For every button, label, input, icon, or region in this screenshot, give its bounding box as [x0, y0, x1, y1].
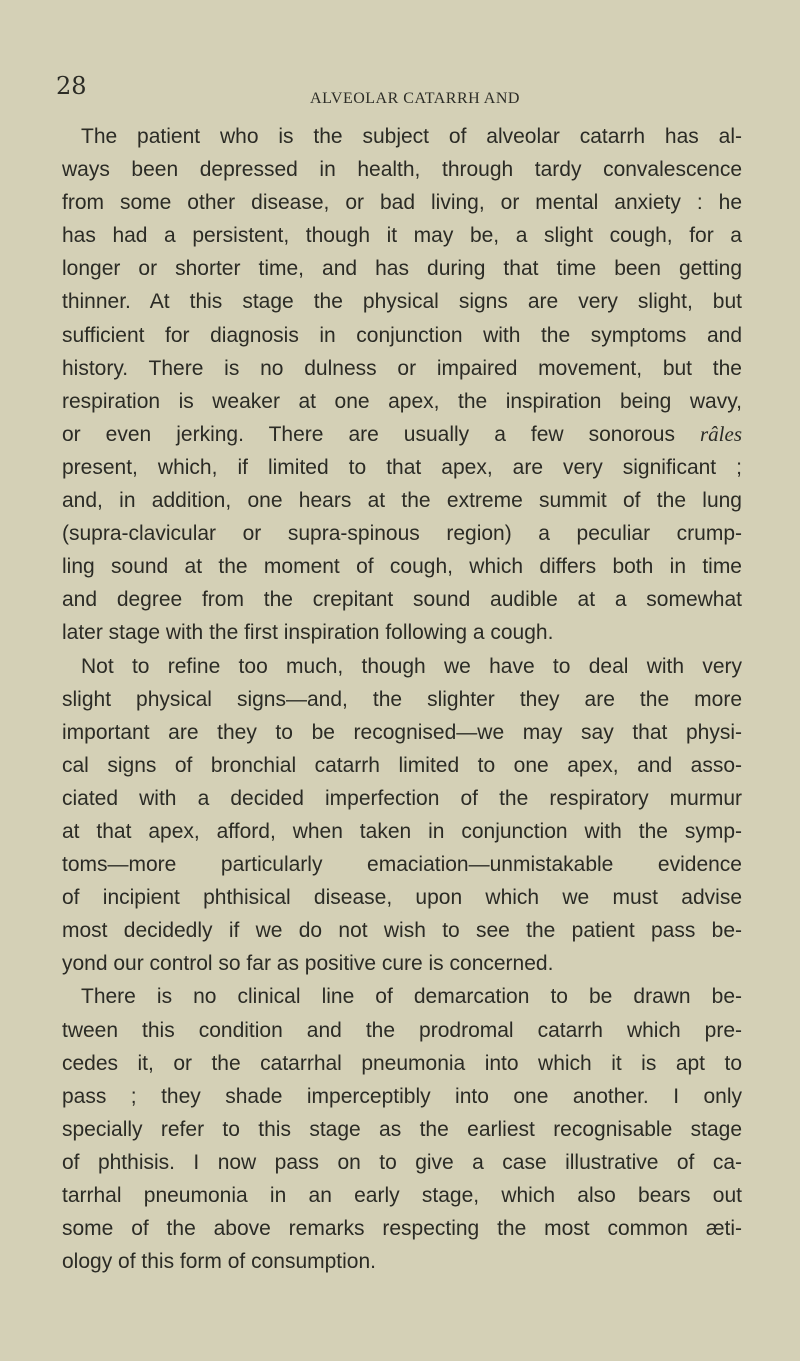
text-line: There is no clinical line of demarcation to be drawn be- [81, 985, 742, 1009]
text-line: of phthisis. I now pass on to give a case illustrative of ca- [62, 1150, 742, 1174]
text-line: ling sound at the moment of cough, which differs both in time [62, 555, 742, 579]
text-line: pass ; they shade imperceptibly into one another. I only [62, 1084, 742, 1108]
text-line: Not to refine too much, though we have to deal with very [81, 654, 742, 678]
text-line: some of the above remarks respecting the most common æti- [62, 1217, 742, 1241]
text-line: ciated with a decided imperfection of the respiratory murmur [62, 786, 742, 810]
text-line: most decidedly if we do not wish to see the patient pass be- [62, 919, 742, 943]
text-line: important are they to be recognised—we may say that physi- [62, 720, 742, 744]
text-line: toms—more particularly emaciation—unmistakable evidence [62, 853, 742, 877]
text-line: from some other disease, or bad living, or mental anxiety : he [62, 191, 742, 215]
page-number: 28 [56, 72, 87, 100]
text-line: The patient who is the subject of alveolar catarrh has al- [81, 125, 742, 148]
paragraph [62, 650, 742, 981]
running-head: ALVEOLAR CATARRH AND [310, 90, 520, 107]
text-line: and, in addition, one hears at the extreme summit of the lung [62, 489, 742, 513]
text-line: history. There is no dulness or impaired movement, but the [62, 356, 742, 380]
text-line: and degree from the crepitant sound audible at a somewhat [62, 588, 742, 612]
text-line: (supra-clavicular or supra-spinous region) a peculiar crump- [62, 522, 742, 546]
text-line: has had a persistent, though it may be, a slight cough, for a [62, 224, 742, 248]
text-line: respiration is weaker at one apex, the inspiration being wavy, [62, 389, 742, 413]
body-text [62, 120, 742, 1278]
text-line: cedes it, or the catarrhal pneumonia into which it is apt to [62, 1051, 742, 1075]
text-line: thinner. At this stage the physical signs are very slight, but [62, 290, 742, 314]
text-line: at that apex, afford, when taken in conjunction with the symp- [62, 819, 742, 843]
text-line: ology of this form of consumption. [62, 1250, 376, 1274]
text-line: longer or shorter time, and has during that time been getting [62, 257, 742, 281]
text-line: of incipient phthisical disease, upon which we must advise [62, 886, 742, 910]
text-line: cal signs of bronchial catarrh limited to one apex, and asso- [62, 753, 742, 777]
text-line: later stage with the first inspiration following a cough. [62, 621, 554, 645]
text-line: slight physical signs—and, the slighter they are the more [62, 687, 742, 711]
text-line: present, which, if limited to that apex, are very significant ; [62, 455, 742, 479]
paragraph [62, 980, 742, 1278]
text-line: or even jerking. There are usually a few sonorous râles [62, 421, 742, 446]
text-line: yond our control so far as positive cure is concerned. [62, 952, 554, 976]
text-line: ways been depressed in health, through tardy convalescence [62, 158, 742, 182]
text-line: sufficient for diagnosis in conjunction with the symptoms and [62, 323, 742, 347]
text-line: tween this condition and the prodromal catarrh which pre- [62, 1018, 742, 1042]
text-line: specially refer to this stage as the earliest recognisable stage [62, 1117, 742, 1141]
text-line: tarrhal pneumonia in an early stage, which also bears out [62, 1184, 742, 1207]
paragraph [62, 120, 742, 650]
